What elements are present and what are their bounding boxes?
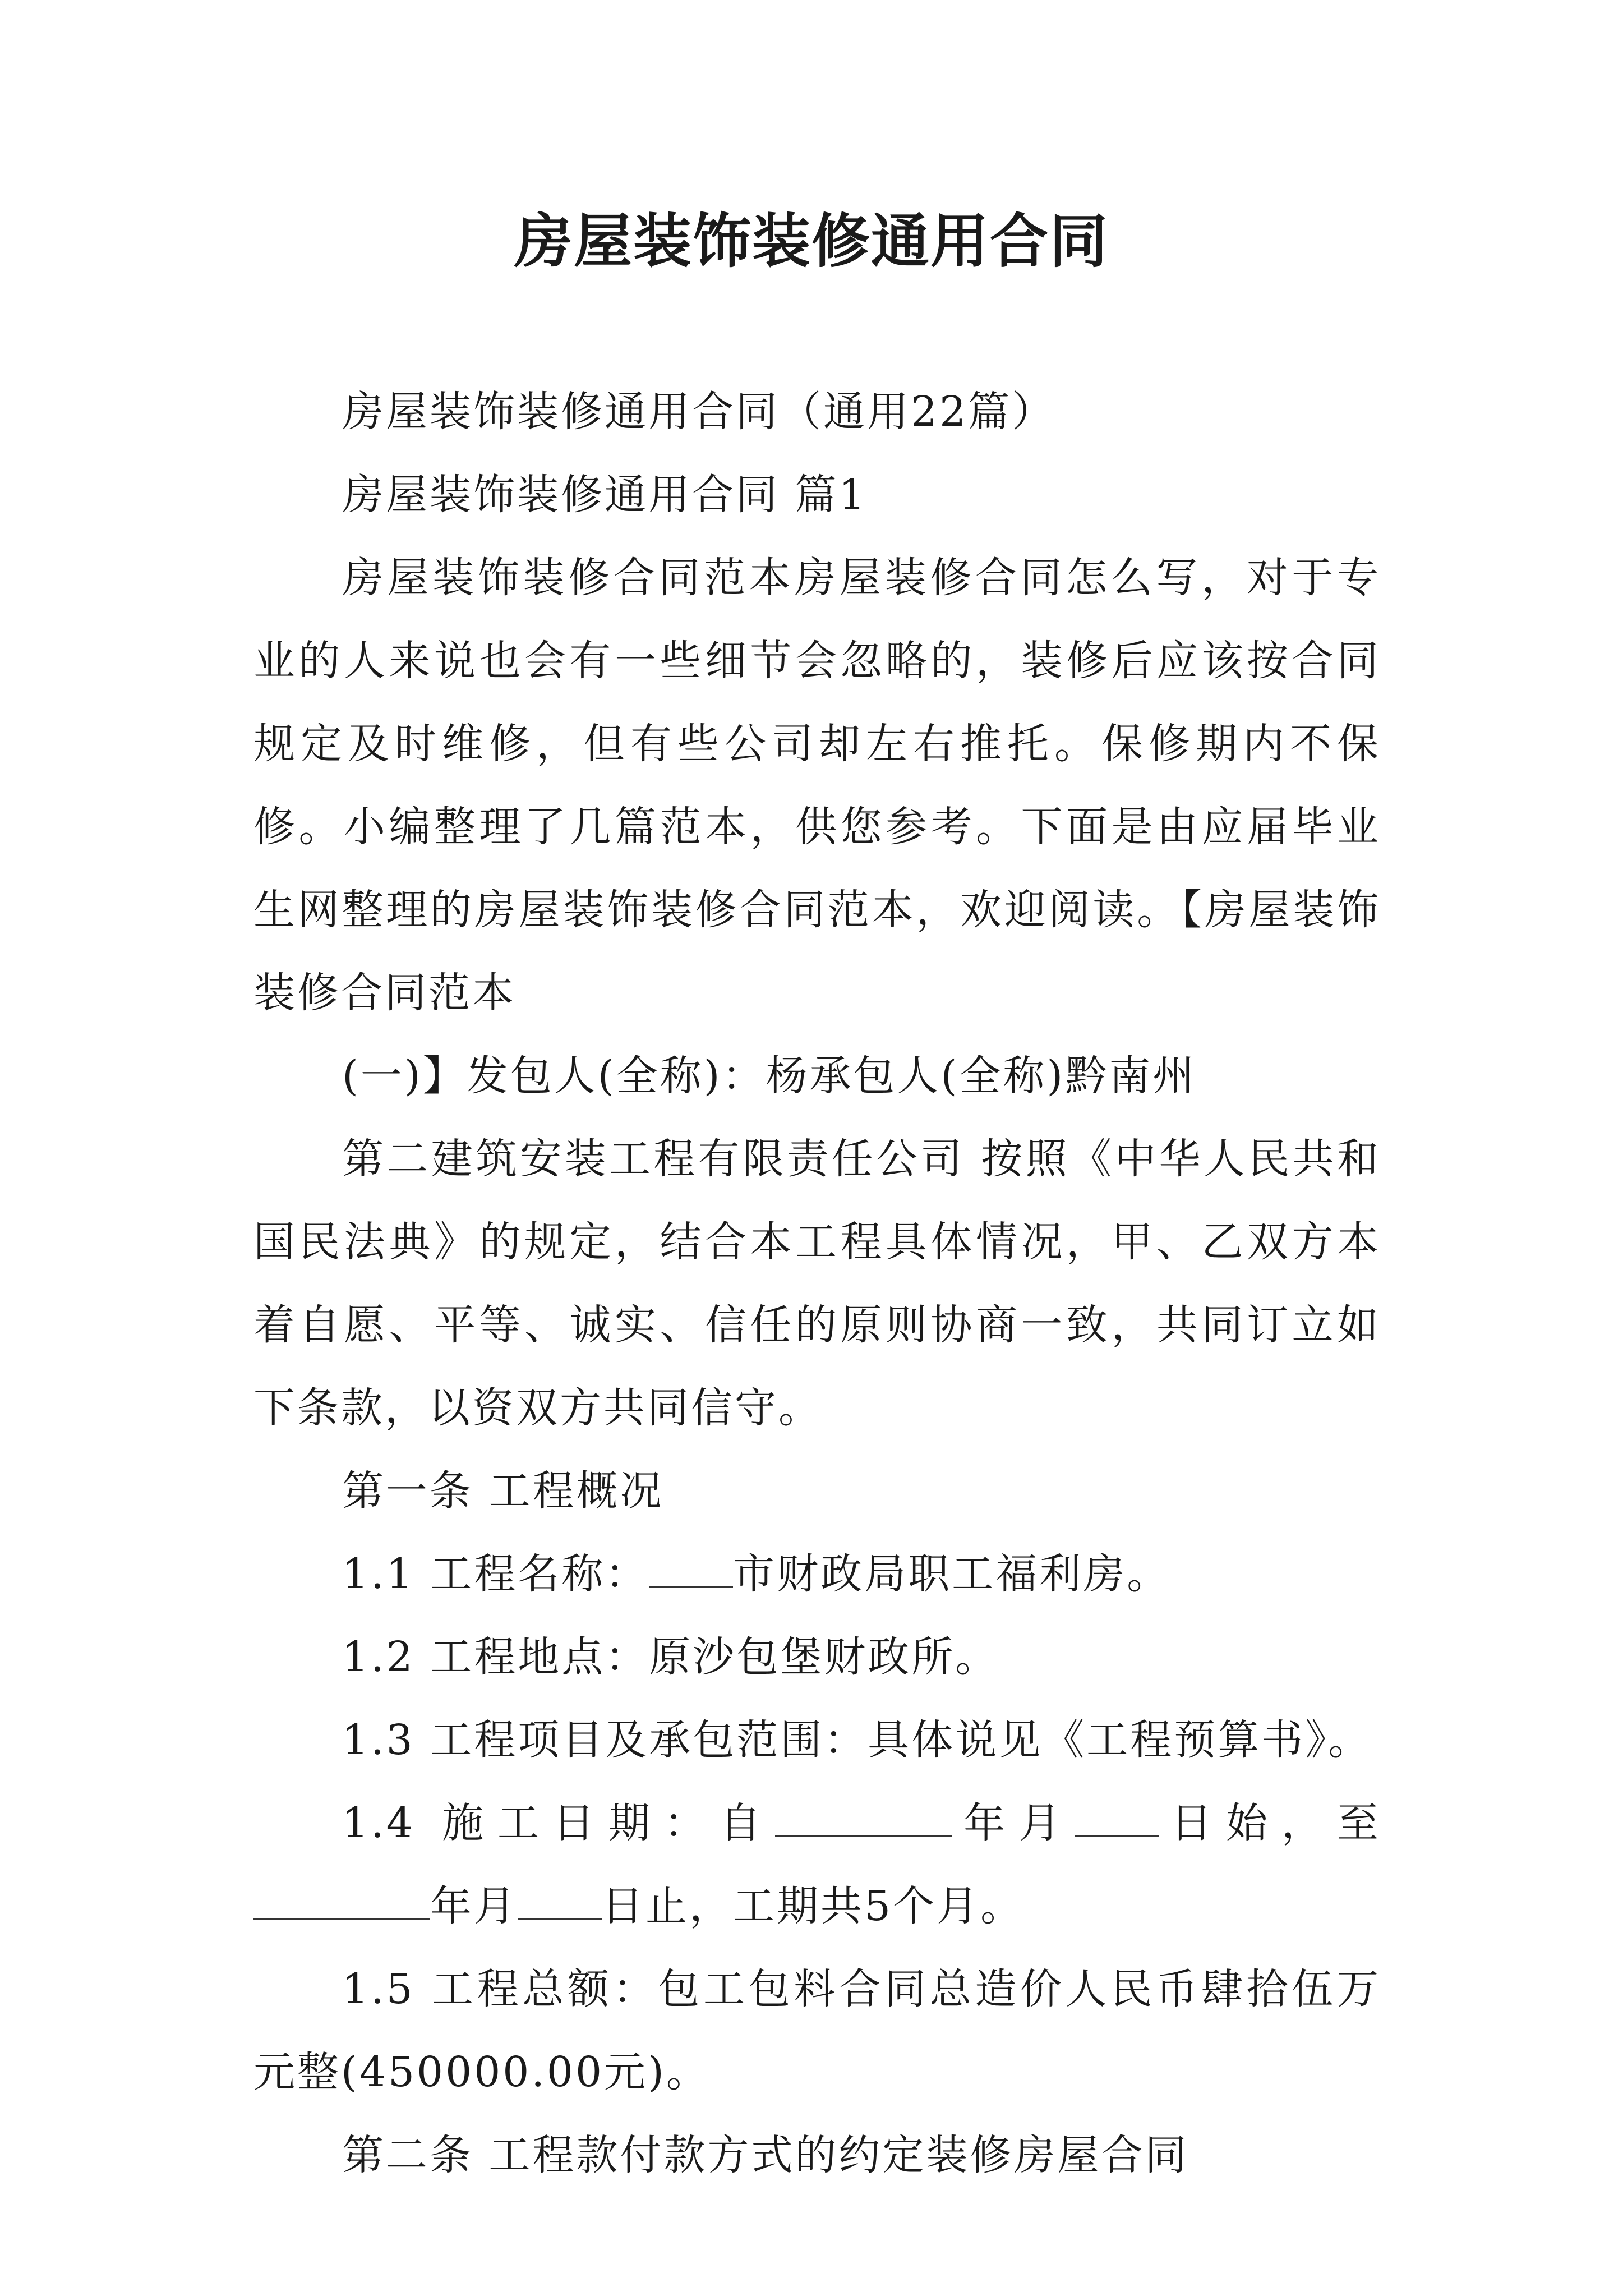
item-1-4-text-c: 日始，至 (1159, 1799, 1381, 1847)
parties-paragraph: (一)】发包人(全称)：杨承包人(全称)黔南州 (342, 1052, 1197, 1100)
blank-field (1075, 1802, 1159, 1837)
agreement-paragraph: 第二建筑安装工程有限责任公司 按照《中华人民共和国民法典》的规定，结合本工程具体情况，甲、乙双方本着自愿、平等、诚实、信任的原则协商一致，共同订立如下条款，以资双方共同信守。 (253, 1135, 1381, 1432)
item-1-4-text-b: 年月 (952, 1799, 1075, 1847)
blank-field (649, 1553, 733, 1588)
intro-paragraph: 房屋装饰装修合同范本房屋装修合同怎么写，对于专业的人来说也会有一些细节会忽略的，装修后应该按合同规定及时维修，但有些公司却左右推托。保修期内不保修。小编整理了几篇范本，供您参考。下面是由应届毕业生网整理的房屋装饰装修合同范本，欢迎阅读。【房屋装饰装修合同范本 (253, 554, 1381, 1017)
blank-field (775, 1802, 952, 1837)
item-1-4-text-e: 日止，工期共5个月。 (602, 1882, 1025, 1930)
blank-field (518, 1885, 602, 1920)
item-1-3: 1.3 工程项目及承包范围：具体说见《工程预算书》。 (342, 1716, 1372, 1764)
section-heading: 房屋装饰装修通用合同 篇1 (342, 471, 868, 519)
document-body (253, 370, 1381, 2197)
item-1-1-label: 1.1 工程名称： (342, 1550, 649, 1598)
article-1-heading: 第一条 工程概况 (342, 1467, 664, 1515)
item-1-1 (253, 1533, 1381, 1616)
item-1-2: 1.2 工程地点：原沙包堡财政所。 (342, 1633, 999, 1681)
blank-field (253, 1885, 430, 1920)
item-1-1-value: 市财政局职工福利房。 (733, 1550, 1171, 1598)
subtitle: 房屋装饰装修通用合同（通用22篇） (342, 388, 1056, 436)
item-1-5: 1.5 工程总额：包工包料合同总造价人民币肆拾伍万元整(450000.00元)。 (253, 1965, 1381, 2096)
item-1-4-text-d: 年月 (430, 1882, 518, 1930)
item-1-4 (253, 1782, 1381, 1948)
article-2-heading: 第二条 工程款付款方式的约定装修房屋合同 (342, 2131, 1189, 2179)
item-1-4-label: 1.4 施工日期：自 (342, 1799, 776, 1847)
document-title: 房屋装饰装修通用合同 (514, 206, 1109, 275)
